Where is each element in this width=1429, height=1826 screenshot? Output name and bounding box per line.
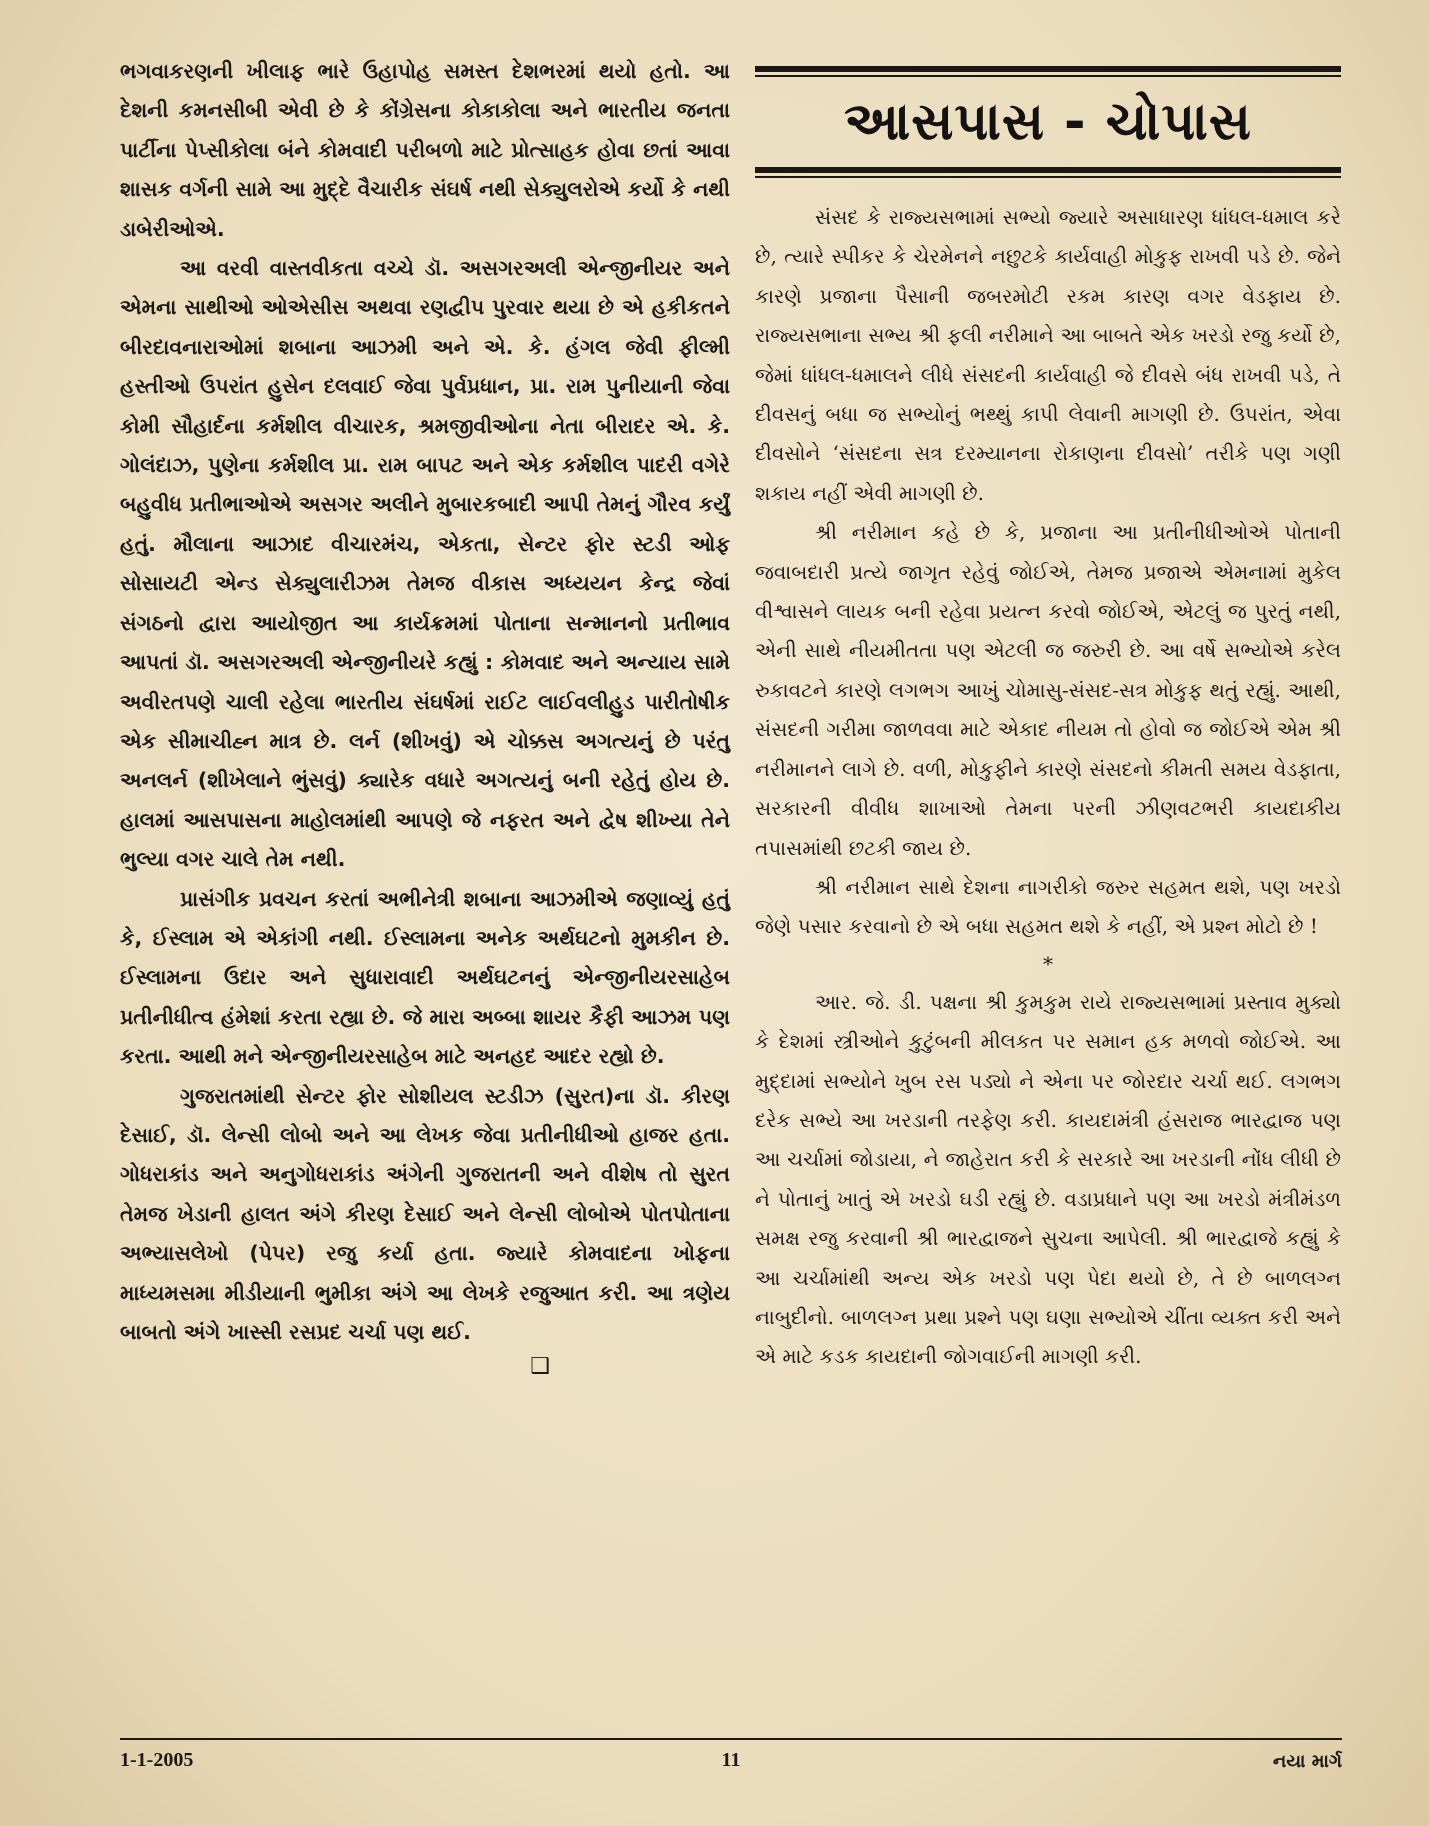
header-rule-top <box>755 66 1341 72</box>
section-header <box>755 66 1341 190</box>
footer-rule <box>120 1738 1342 1740</box>
page-footer <box>120 1743 1342 1783</box>
article-paragraph: શ્રી નરીમાન કહે છે કે, પ્રજાના આ પ્રતીનીધીઓએ પોતાની જવાબદારી પ્રત્યે જાગૃત રહેવું જોઈએ, તેમજ પ્રજાએ એમનામાં મુકેલ વીશ્વાસને લાયક બની રહેવા પ્રયત્ન કરવો જોઈએ, એટલું જ પુરતું નથી, એની સાથે નીયમીતતા પણ એટલી જ જરુરી છે. આ વર્ષે સભ્યોએ કરેલ રુકાવટને કારણે લગભગ આખું ચોમાસુ-સંસદ-સત્ર મોકુફ થતું રહ્યું. આથી, સંસદની ગરીમા જાળવવા માટે એકાદ નીયમ તો હોવો જ જોઈએ એમ શ્રી નરીમાનને લાગે છે. વળી, મોકુફીને કારણે સંસદનો કીમતી સમય વેડફાતા, સરકારની વીવીધ શાખાઓ તેમના પરની ઝીણવટભરી કાયદાકીય તપાસમાંથી છટકી જાય છે. <box>755 520 1341 860</box>
end-of-article-mark: ❑ <box>530 1354 550 1380</box>
section-separator: * <box>1043 951 1053 976</box>
article-paragraph: ગુજરાતમાંથી સેન્ટર ફોર સોશીયલ સ્ટડીઝ (સુરત)ના ડૉ. કીરણ દેસાઈ, ડૉ. લેન્સી લોબો અને આ લેખક જેવા પ્રતીનીધીઓ હાજર હતા. ગોધરાકાંડ અને અનુગોધરાકાંડ અંગેની ગુજરાતની અને વીશેષ તો સુરત તેમજ ખેડાની હાલત અંગે કીરણ દેસાઈ અને લેન્સી લોબોએ પોતપોતાના અભ્યાસલેખો (પેપર) રજુ કર્યા હતા. જ્યારે કોમવાદના ખોફના માધ્યમસમા મીડીયાની ભુમીકા અંગે આ લેખકે રજુઆત કરી. આ ત્રણેય બાબતો અંગે ખાસ્સી રસપ્રદ ચર્ચા પણ થઈ. <box>120 1083 730 1344</box>
magazine-name: નયા માર્ગ <box>1272 1751 1342 1772</box>
page-number: 11 <box>721 1749 741 1771</box>
article-paragraph: સંસદ કે રાજ્યસભામાં સભ્યો જ્યારે અસાધારણ ધાંધલ-ધમાલ કરે છે, ત્યારે સ્પીકર કે ચેરમેનને નછુટકે કાર્યવાહી મોકુફ રાખવી પડે છે. જેને કારણે પ્રજાના પૈસાની જબરમોટી રકમ કારણ વગર વેડફાય છે. રાજ્યસભાના સભ્ય શ્રી ફલી નરીમાને આ બાબતે એક ખરડો રજુ કર્યો છે, જેમાં ધાંધલ-ધમાલને લીધે સંસદની કાર્યવાહી જે દીવસે બંધ રાખવી પડે, તે દીવસનું બધા જ સભ્યોનું ભથ્થું કાપી લેવાની માગણી છે. ઉપરાંત, એવા દીવસોને ‘સંસદના સત્ર દરમ્યાનના રોકાણના દીવસો’ તરીકે પણ ગણી શકાય નહીં એવી માગણી છે. <box>755 205 1341 505</box>
issue-date: 1-1-2005 <box>120 1749 194 1771</box>
header-rule-bottom-thin <box>755 176 1341 178</box>
article-paragraph: આર. જે. ડી. પક્ષના શ્રી કુમકુમ રાયે રાજ્યસભામાં પ્રસ્તાવ મુક્યો કે દેશમાં સ્ત્રીઓને કુટુંબની મીલકત પર સમાન હક મળવો જોઈએ. આ મુદ્દામાં સભ્યોને ખુબ રસ પડ્યો ને એના પર જોરદાર ચર્ચા થઈ. લગભગ દરેક સભ્યે આ ખરડાની તરફેણ કરી. કાયદામંત્રી હંસરાજ ભારદ્વાજ પણ આ ચર્ચામાં જોડાયા, ને જાહેરાત કરી કે સરકારે આ ખરડાની નોંધ લીધી છે ને પોતાનું ખાતું એ ખરડો ઘડી રહ્યું છે. વડાપ્રધાને પણ આ ખરડો મંત્રીમંડળ સમક્ષ રજુ કરવાની શ્રી ભારદ્વાજને સુચના આપેલી. શ્રી ભારદ્વાજે કહ્યું કે આ ચર્ચામાંથી અન્ય એક ખરડો પણ પેદા થયો છે, તે છે બાળલગ્ન નાબુદીનો. બાળલગ્ન પ્રથા પ્રશ્ને પણ ઘણા સભ્યોએ ચીંતા વ્યક્ત કરી અને એ માટે કડક કાયદાની જોગવાઈની માગણી કરી. <box>755 989 1341 1369</box>
right-column-article <box>755 66 1341 1377</box>
article-paragraph: શ્રી નરીમાન સાથે દેશના નાગરીકો જરુર સહમત થશે, પણ ખરડો જેણે પસાર કરવાનો છે એ બધા સહમત થશે કે નહીં, એ પ્રશ્ન મોટો છે ! <box>755 874 1341 939</box>
section-title: આસપાસ - ચોપાસ <box>844 92 1252 152</box>
header-rule-bottom <box>755 167 1341 173</box>
article-paragraph: આ વરવી વાસ્તવીકતા વચ્ચે ડૉ. અસગરઅલી એન્જીનીયર અને એમના સાથીઓ ઓએસીસ અથવા રણદ્વીપ પુરવાર થયા છે એ હકીકતને બીરદાવનારાઓમાં શબાના આઝમી અને એ. કે. હંગલ જેવી ફીલ્મી હસ્તીઓ ઉપરાંત હુસેન દલવાઈ જેવા પુર્વપ્રધાન, પ્રા. રામ પુનીયાની જેવા કોમી સૌહાર્દના કર્મશીલ વીચારક, શ્રમજીવીઓના નેતા બીરાદર એ. કે. ગોલંદાઝ, પુણેના કર્મશીલ પ્રા. રામ બાપટ અને એક કર્મશીલ પાદરી વગેરે બહુવીધ પ્રતીભાઓએ અસગર અલીને મુબારકબાદી આપી તેમનું ગૌરવ કર્યું હતું. મૌલાના આઝાદ વીચારમંચ, એકતા, સેન્ટર ફોર સ્ટડી ઓફ સોસાયટી એન્ડ સેક્યુલારીઝમ તેમજ વીકાસ અધ્યયન કેન્દ્ર જેવાં સંગઠનો દ્વારા આયોજીત આ કાર્યક્રમમાં પોતાના સન્માનનો પ્રતીભાવ આપતાં ડૉ. અસગરઅલી એન્જીનીયરે કહ્યું : કોમવાદ અને અન્યાય સામે અવીરતપણે ચાલી રહેલા ભારતીય સંઘર્ષમાં રાઈટ લાઈવલીહુડ પારીતોષીક એક સીમાચીહ્ન માત્ર છે. લર્ન (શીખવું) એ ચોક્કસ અગત્યનું છે પરંતુ અનલર્ન (શીખેલાને ભુંસવું) ક્યારેક વધારે અગત્યનું બની રહેતું હોય છે. હાલમાં આસપાસના માહોલમાંથી આપણે જે નફરત અને દ્વેષ શીખ્યા તેને ભુલ્યા વગર ચાલે તેમ નથી. <box>120 256 730 872</box>
left-column-article <box>120 52 730 1382</box>
article-paragraph: ભગવાકરણની ખીલાફ ભારે ઉહાપોહ સમસ્ત દેશભરમાં થયો હતો. આ દેશની કમનસીબી એવી છે કે કોંગ્રેસના કોકાકોલા અને ભારતીય જનતા પાર્ટીના પેપ્સીકોલા બંને કોમવાદી પરીબળો માટે પ્રોત્સાહક હોવા છતાં આવા શાસક વર્ગની સામે આ મુદ્દે વૈચારીક સંઘર્ષ નથી સેક્યુલરોએ કર્યો કે નથી ડાબેરીઓએ. <box>120 59 730 241</box>
article-paragraph: પ્રાસંગીક પ્રવચન કરતાં અભીનેત્રી શબાના આઝમીએ જણાવ્યું હતું કે, ઈસ્લામ એ એકાંગી નથી. ઈસ્લામના અનેક અર્થઘટનો મુમકીન છે. ઈસ્લામના ઉદાર અને સુધારાવાદી અર્થઘટનનું એન્જીનીયરસાહેબ પ્રતીનીધીત્વ હંમેશાં કરતા રહ્યા છે. જે મારા અબ્બા શાયર કૈફી આઝમ પણ કરતા. આથી મને એન્જીનીયરસાહેબ માટે અનહદ આદર રહ્યો છે. <box>120 886 730 1069</box>
